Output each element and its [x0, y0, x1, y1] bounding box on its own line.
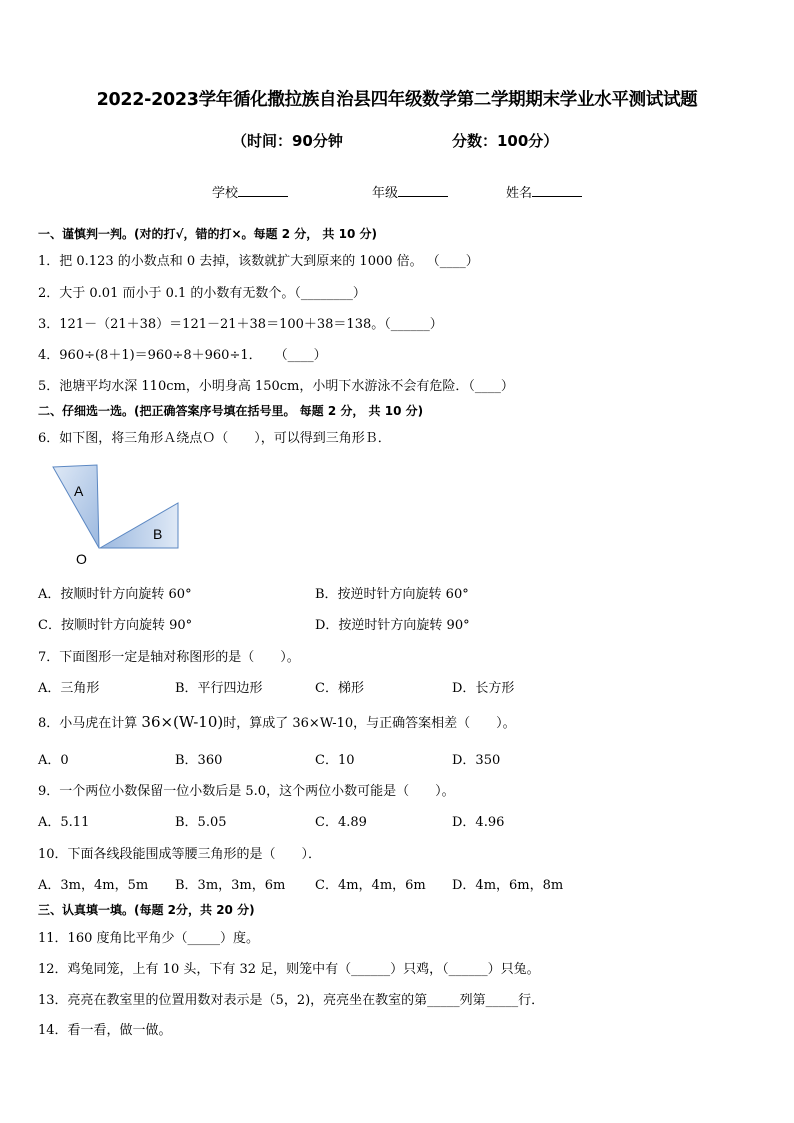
section-2-heading: 二、仔细选一选。(把正确答案序号填在括号里。 每题 2 分， 共 10 分): [38, 404, 424, 418]
triangle-b-label: B: [153, 526, 163, 542]
question-5: 5．池塘平均水深 110cm，小明身高 150cm，小明下水游泳不会有危险．（____）: [38, 379, 514, 394]
school-field: [212, 182, 288, 201]
q8-option-b[interactable]: B．360: [175, 753, 223, 768]
question-3: 3．121－（21＋38）＝121－21＋38＝100＋38＝138。（______）: [38, 317, 443, 332]
grade-blank[interactable]: [398, 196, 448, 197]
name-blank[interactable]: [532, 196, 582, 197]
q9-option-a[interactable]: A．5.11: [38, 815, 90, 830]
page-title: 2022-2023学年循化撒拉族自治县四年级数学第二学期期末学业水平测试试题: [96, 90, 698, 110]
question-12: 12．鸡兔同笼，上有 10 头，下有 32 足，则笼中有（______）只鸡，（______）只兔。: [38, 962, 540, 977]
question-8: [38, 712, 516, 731]
question-13: 13．亮亮在教室里的位置用数对表示是（5，2)，亮亮坐在教室的第_____列第_____行．: [38, 993, 545, 1008]
q7-option-d[interactable]: D．长方形: [452, 681, 515, 696]
q8-prefix: 8．小马虎在计算: [38, 716, 142, 731]
exam-time: （时间：90分钟: [232, 132, 343, 150]
question-10: 10．下面各线段能围成等腰三角形的是（ ）．: [38, 847, 322, 862]
q9-option-b[interactable]: B．5.05: [175, 815, 227, 830]
q7-option-a[interactable]: A．三角形: [38, 681, 100, 696]
q8-option-a[interactable]: A．0: [38, 753, 69, 768]
grade-label: 年级: [372, 186, 399, 201]
triangle-b: [100, 503, 178, 548]
rotation-figure: [50, 462, 190, 572]
question-7: 7．下面图形一定是轴对称图形的是（ ）。: [38, 650, 300, 665]
q8-suffix: 时，算成了 36×W-10，与正确答案相差（ ）。: [223, 716, 516, 731]
grade-field: [372, 182, 448, 201]
q9-option-c[interactable]: C．4.89: [315, 815, 367, 830]
q9-option-d[interactable]: D．4.96: [452, 815, 505, 830]
question-2: 2．大于 0.01 而小于 0.1 的小数有无数个。（________）: [38, 286, 366, 301]
q6-option-d[interactable]: D．按逆时针方向旋转 90°: [315, 618, 470, 633]
q10-option-b[interactable]: B．3m，3m，6m: [175, 878, 286, 893]
question-6: 6．如下图，将三角形Ａ绕点Ｏ（ ），可以得到三角形Ｂ．: [38, 431, 391, 446]
question-14: 14．看一看，做一做。: [38, 1023, 172, 1038]
school-blank[interactable]: [238, 196, 288, 197]
q6-option-a[interactable]: A．按顺时针方向旋转 60°: [38, 587, 192, 602]
q8-expression: 36×(W-10): [141, 713, 224, 731]
name-field: [506, 182, 582, 201]
q8-option-d[interactable]: D．350: [452, 753, 501, 768]
point-o-label: O: [76, 551, 87, 567]
question-1: 1．把 0.123 的小数点和 0 去掉，该数就扩大到原来的 1000 倍。 （____）: [38, 254, 479, 269]
q10-option-d[interactable]: D．4m，6m，8m: [452, 878, 564, 893]
exam-score: 分数：100分）: [452, 132, 559, 150]
question-4: 4．960÷(8＋1)＝960÷8＋960÷1． （____）: [38, 348, 327, 363]
name-label: 姓名: [506, 186, 533, 201]
triangle-a-label: A: [74, 483, 84, 499]
question-11: 11．160 度角比平角少（_____）度。: [38, 931, 259, 946]
section-1-heading: 一、谨慎判一判。(对的打√，错的打×。每题 2 分， 共 10 分): [38, 227, 377, 241]
triangle-a: [53, 465, 99, 548]
question-9: 9．一个两位小数保留一位小数后是 5.0，这个两位小数可能是（ ）。: [38, 784, 455, 799]
q8-option-c[interactable]: C．10: [315, 753, 355, 768]
q7-option-b[interactable]: B．平行四边形: [175, 681, 263, 696]
q6-option-b[interactable]: B．按逆时针方向旋转 60°: [315, 587, 469, 602]
q10-option-a[interactable]: A．3m，4m，5m: [38, 878, 149, 893]
q7-option-c[interactable]: C．梯形: [315, 681, 364, 696]
section-3-heading: 三、认真填一填。(每题 2分，共 20 分): [38, 903, 255, 917]
q10-option-c[interactable]: C．4m，4m，6m: [315, 878, 426, 893]
school-label: 学校: [212, 186, 239, 201]
q6-option-c[interactable]: C．按顺时针方向旋转 90°: [38, 618, 193, 633]
